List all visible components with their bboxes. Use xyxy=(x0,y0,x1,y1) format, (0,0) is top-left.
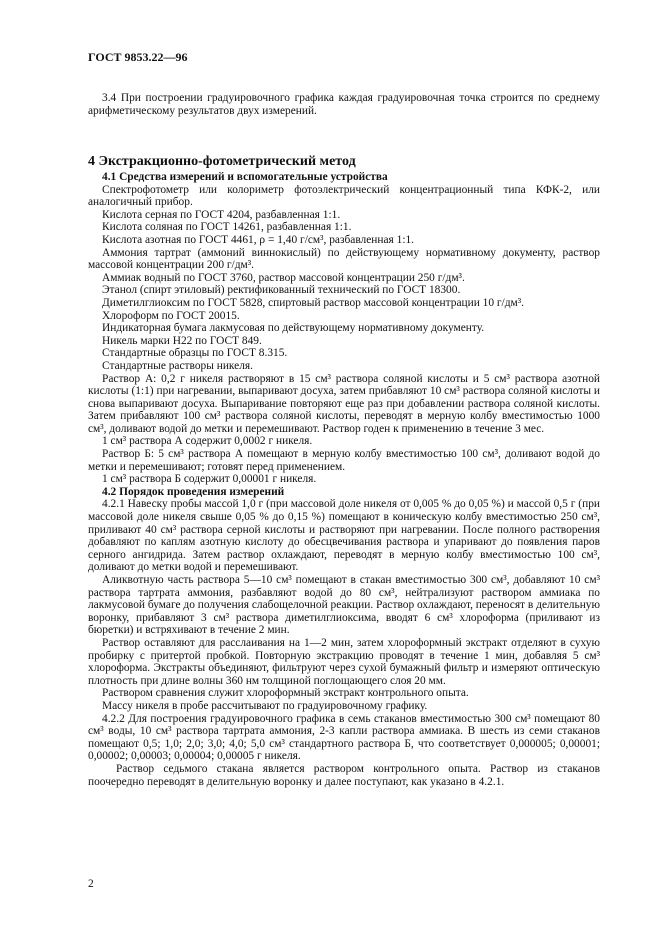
paragraph: Кислота соляная по ГОСТ 14261, разбавленная 1:1. xyxy=(102,221,352,234)
paragraph: Раствор Б: 5 см³ раствора А помещают в мерную колбу вместимостью 100 см³, доливают водой до метки и перемешивают; готовят перед применением. xyxy=(88,448,600,473)
paragraph: Раствор А: 0,2 г никеля растворяют в 15 см³ раствора соляной кислоты и 5 см³ раствора азотной кислоты (1:1) при нагревании, выпаривают досуха, затем прибавляют 10 см³ раствора соляной кислоты и снова выпаривают досуха. Выпаривание повторяют еще раз при добавлении раствора соляной кислоты. Затем прибавляют 100 см³ раствора соляной кислоты, переводят в мерную колбу вместимостью 1000 см³, доливают водой до метки и перемешивают. Раствор годен к применению в течение 3 мес. xyxy=(88,372,600,435)
section-body xyxy=(88,171,600,788)
document-header: ГОСТ 9853.22—96 xyxy=(88,50,188,64)
paragraph: Спектрофотометр или колориметр фотоэлектрический концентрационный типа КФК-2, или аналогичный прибор. xyxy=(88,183,600,209)
paragraph: Кислота серная по ГОСТ 4204, разбавленная 1:1. xyxy=(102,208,341,221)
paragraph: Стандартные образцы по ГОСТ 8.315. xyxy=(102,347,288,360)
paragraph: Раствором сравнения служит хлороформный экстракт контрольного опыта. xyxy=(102,687,469,700)
paragraph: Аликвотную часть раствора 5—10 см³ помещают в стакан вместимостью 300 см³, добавляют 10 см³ раствора тартрата аммония, разбавляют водой до 80 см³, нейтрализуют раствором аммиака по лакмусовой бумаге до получения слабощелочной реакции. Раствор охлаждают, переносят в делительную воронку, прибавляют 3 см³ раствора диметилглиоксима, вводят 6 см³ хлороформа (приливают из бюретки) и встряхивают в течение 2 мин. xyxy=(88,574,600,637)
paragraph: Раствор седьмого стакана является раствором контрольного опыта. Раствор из стаканов поочередно переводят в делительную воронку и далее поступают, как указано в 4.2.1. xyxy=(88,762,600,788)
paragraph: Раствор оставляют для расслаивания на 1—2 мин, затем хлороформный экстракт отделяют в сухую пробирку с притертой пробкой. Повторную экстракцию проводят в течение 1 мин, добавляя 5 см³ хлороформа. Экстракты объединяют, фильтруют через сухой бумажный фильтр и измеряют оптическую плотность при длине волны 360 нм толщиной поглощающего слоя 20 мм. xyxy=(88,636,600,687)
paragraph: Индикаторная бумага лакмусовая по действующему нормативному документу. xyxy=(102,322,485,335)
paragraph: Никель марки Н22 по ГОСТ 849. xyxy=(102,334,262,347)
subsection-heading: 4.1 Средства измерений и вспомогательные устройства xyxy=(102,171,388,183)
paragraph: Аммония тартрат (аммоний виннокислый) по действующему нормативному документу, раствор массовой концентрации 200 г/дм³. xyxy=(88,246,600,272)
paragraph: 3.4 При построении градуировочного графика каждая градуировочная точка строится по среднему арифметическому результатов двух измерений. xyxy=(88,92,600,117)
paragraph: 1 см³ раствора Б содержит 0,00001 г никеля. xyxy=(102,473,317,486)
paragraph: Массу никеля в пробе рассчитывают по градуировочному графику. xyxy=(102,699,428,712)
paragraph: 4.2.2 Для построения градуировочного графика в семь стаканов вместимостью 300 см³ помещают 80 см³ воды, 10 см³ раствора тартрата аммония, 2-3 капли раствора аммиака. В шесть из семи стаканов помещают 0,5; 1,0; 2,0; 3,0; 4,0; 5,0 см³ стандартного раствора Б, что соответствует 0,000005; 0,00001; 0,00002; 0,00003; 0,00004; 0,00005 г никеля. xyxy=(88,712,600,763)
paragraph: Диметилглиоксим по ГОСТ 5828, спиртовый раствор массовой концентрации 10 г/дм³. xyxy=(102,296,524,309)
paragraph: 1 см³ раствора А содержит 0,0002 г никеля. xyxy=(102,435,313,448)
section-title: 4 Экстракционно-фотометрический метод xyxy=(88,154,356,169)
paragraph: 4.2.1 Навеску пробы массой 1,0 г (при массовой доле никеля от 0,005 % до 0,05 %) и массой 0,5 г (при массовой доле никеля свыше 0,05 % до 0,15 %) помещают в коническую колбу вместимостью 250 см³, приливают 40 см³ раствора серной кислоты и растворяют при нагревании. После полного растворения добавляют по каплям азотную кислоту до обесцвечивания раствора и упаривают до появления паров серного ангидрида. Затем раствор охлаждают, переводят в мерную колбу вместимостью 100 см³, доливают до метки водой и перемешивают. xyxy=(88,498,600,574)
paragraph-3-4 xyxy=(88,92,600,117)
page-number: 2 xyxy=(88,878,94,890)
subsection-heading: 4.2 Порядок проведения измерений xyxy=(102,485,285,498)
paragraph: Хлороформ по ГОСТ 20015. xyxy=(102,309,240,322)
paragraph: Этанол (спирт этиловый) ректификованный технический по ГОСТ 18300. xyxy=(102,284,461,297)
paragraph: Стандартные растворы никеля. xyxy=(102,359,253,372)
paragraph: Аммиак водный по ГОСТ 3760, раствор массовой концентрации 250 г/дм³. xyxy=(102,271,465,284)
paragraph: Кислота азотная по ГОСТ 4461, ρ = 1,40 г/см³, разбавленная 1:1. xyxy=(102,233,415,246)
